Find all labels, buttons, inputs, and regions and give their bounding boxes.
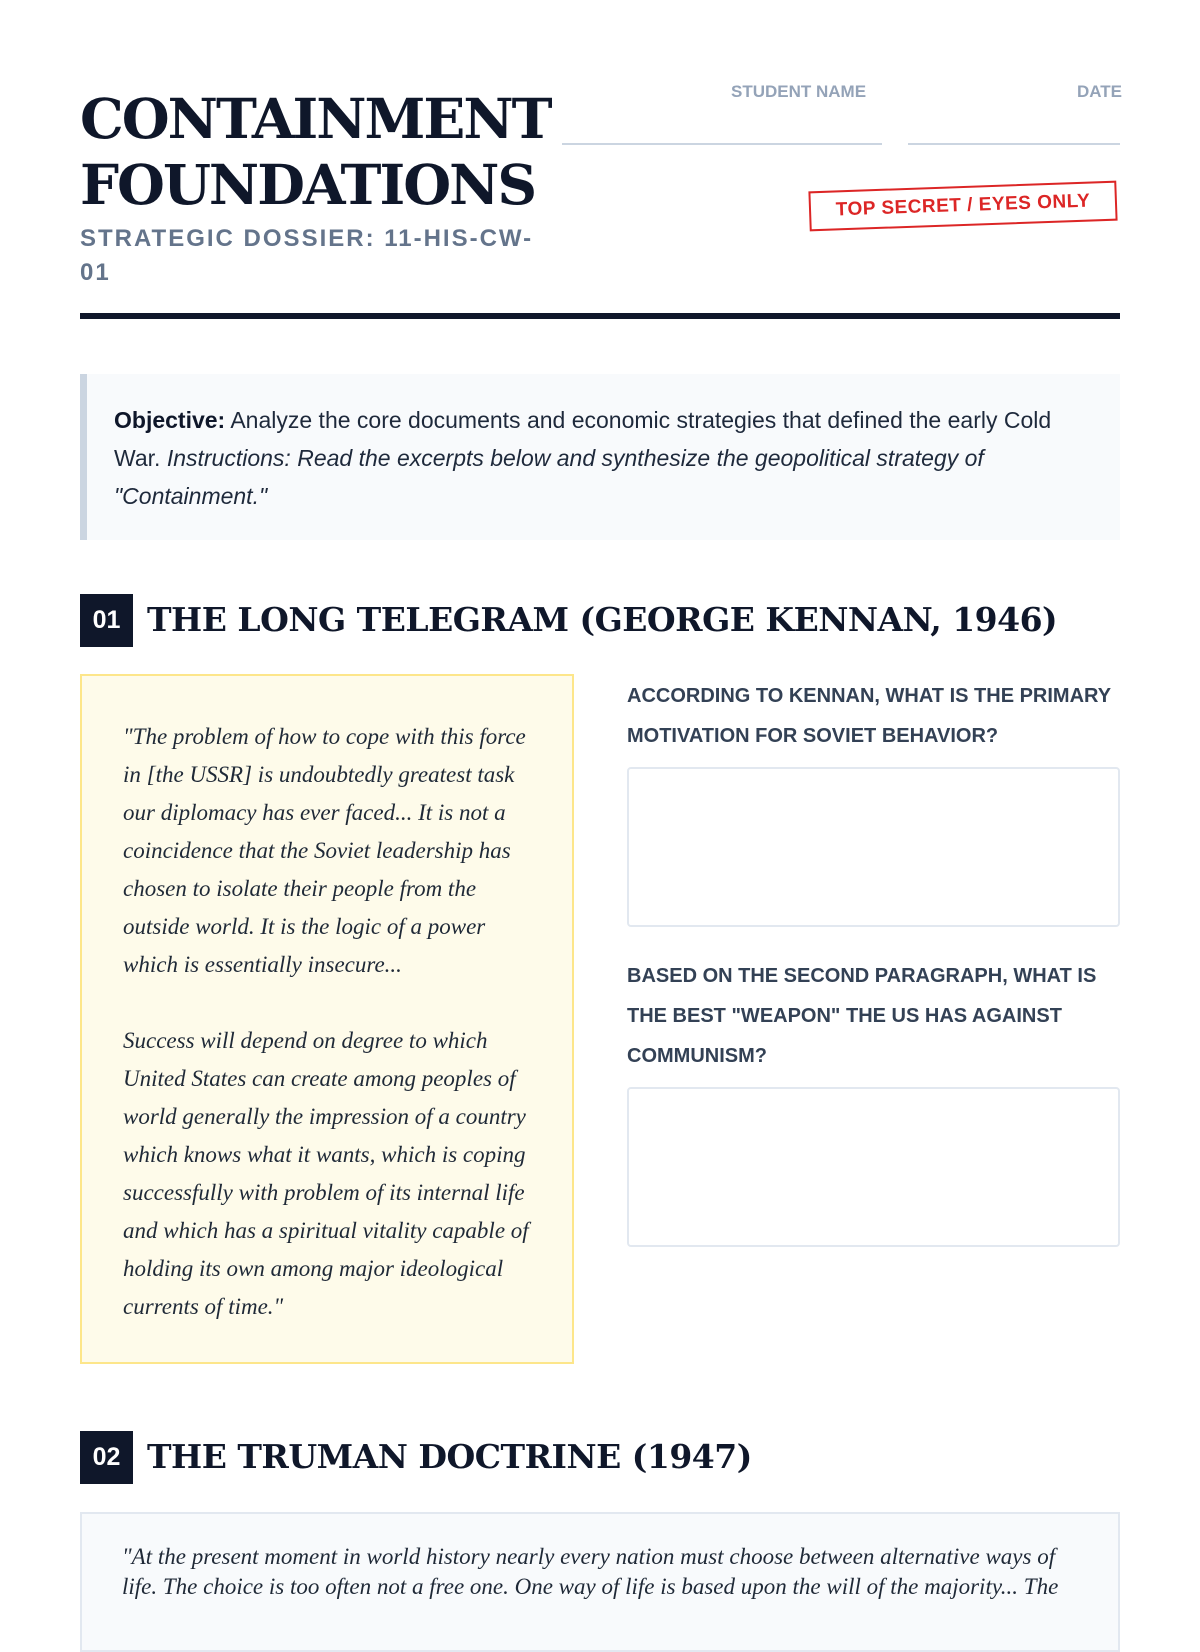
date-label: DATE (1077, 82, 1123, 101)
objective-instructions: Instructions: Read the excerpts below and synthesize the geopolitical strategy of "Containment." (114, 445, 984, 509)
title-line-2: FOUNDATIONS (80, 152, 536, 217)
question-1: ACCORDING TO KENNAN, WHAT IS THE PRIMARY MOTIVATION FOR SOVIET BEHAVIOR? (627, 685, 1111, 747)
answer-box-1[interactable] (627, 767, 1120, 927)
objective-box (80, 374, 1120, 540)
header-divider (80, 313, 1120, 319)
title-line-1: CONTAINMENT (80, 86, 551, 151)
excerpt-paragraph: "The problem of how to cope with this force in [the USSR] is undoubtedly greatest task our diplomacy has ever faced... It is not a coincidence that the Soviet leadership has chosen to isolate their people from the outside world. It is the logic of a power which is essentially insecure... (123, 724, 526, 977)
question-2: BASED ON THE SECOND PARAGRAPH, WHAT IS THE BEST "WEAPON" THE US HAS AGAINST COMMUNISM? (627, 965, 1097, 1067)
page-title (80, 86, 550, 218)
classification-stamp: TOP SECRET / EYES ONLY (808, 181, 1117, 232)
excerpt-paragraph: Success will depend on degree to which United States can create among peoples of world generally the impression of a country which knows what it wants, which is coping successfully with problem of its internal life and which has a spiritual vitality capable of holding its own among major ideological currents of time." (123, 1028, 529, 1319)
section-title: THE TRUMAN DOCTRINE (1947) (147, 1437, 752, 1476)
student-name-line[interactable] (562, 143, 882, 145)
kennan-excerpt (80, 674, 574, 1364)
date-line[interactable] (908, 143, 1120, 145)
section-number-badge: 02 (80, 1431, 133, 1484)
section-title: THE LONG TELEGRAM (GEORGE KENNAN, 1946) (147, 600, 1058, 639)
worksheet-page (80, 0, 1123, 1600)
section-number-badge: 01 (80, 594, 133, 647)
answer-box-2[interactable] (627, 1087, 1120, 1247)
student-name-label: STUDENT NAME (731, 82, 867, 101)
objective-text: Analyze the core documents and economic strategies that defined the early Cold War. (114, 407, 1052, 471)
truman-excerpt: "At the present moment in world history nearly every nation must choose between alternative ways of life. The choice is too often not a free one. One way of life is based upon the will of the majority... The (80, 1512, 1120, 1652)
dossier-subtitle: STRATEGIC DOSSIER: 11-HIS-CW-01 (80, 225, 534, 286)
objective-label: Objective: (114, 407, 226, 433)
